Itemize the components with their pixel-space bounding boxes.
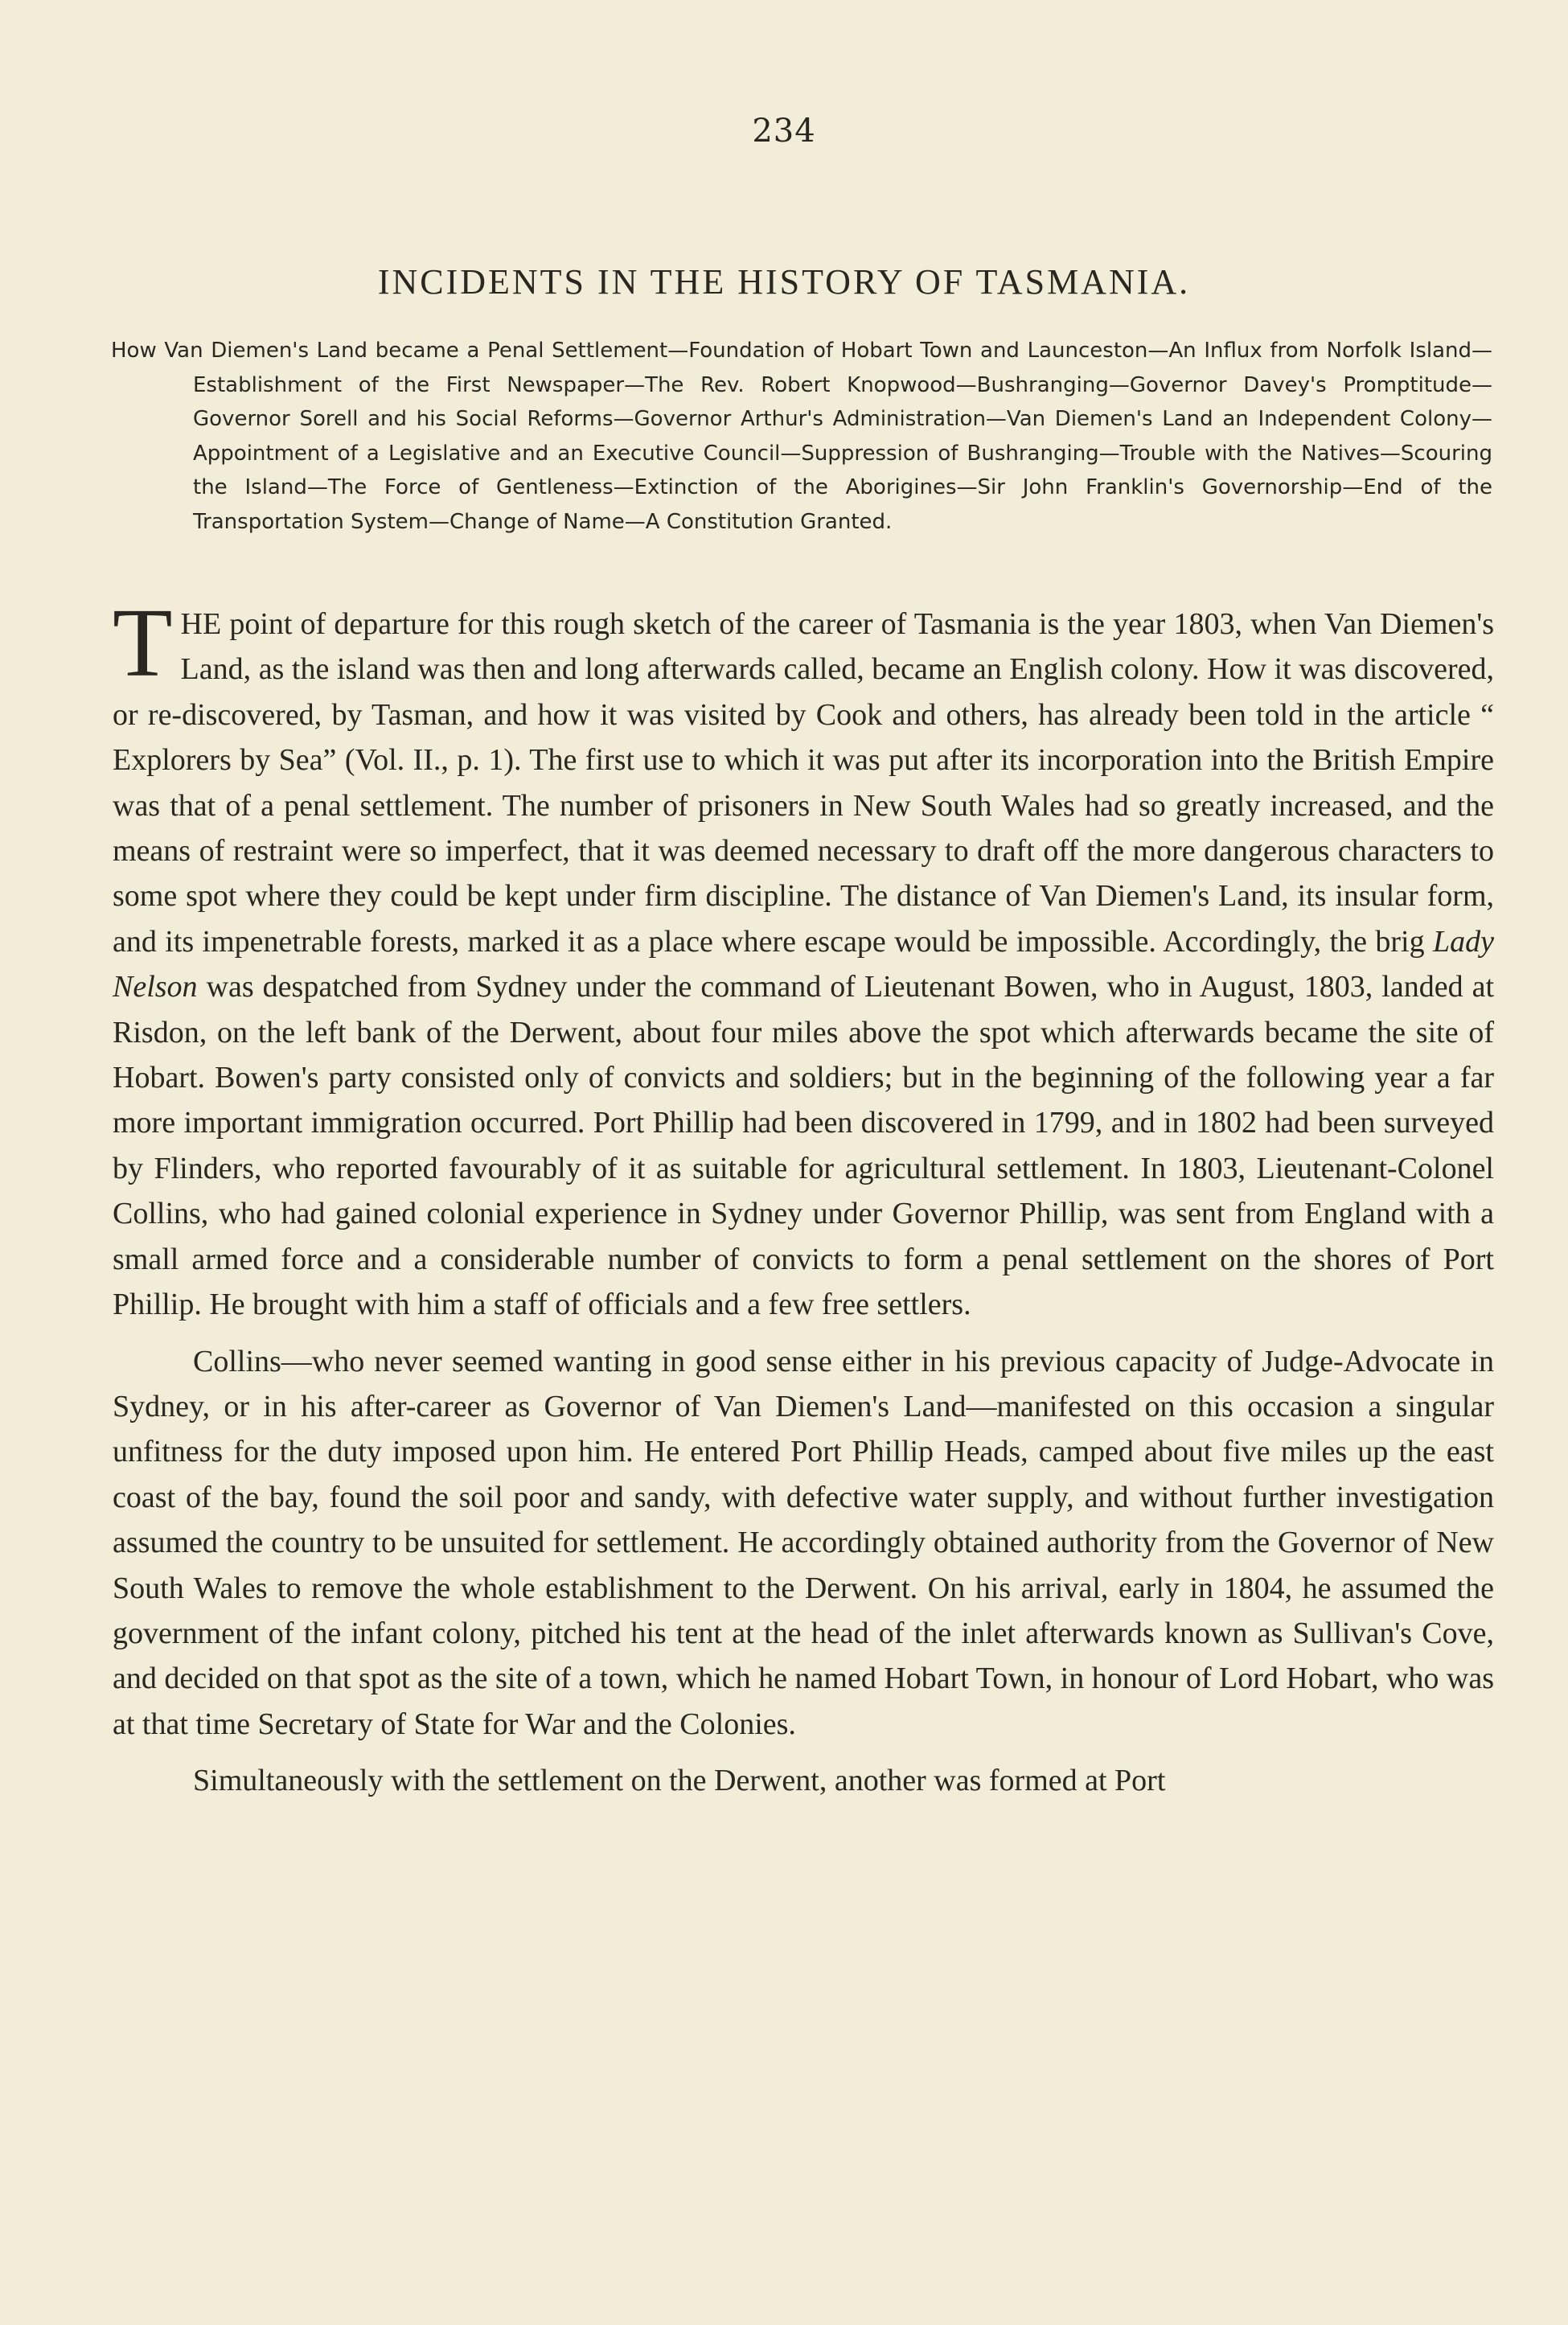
- page-number: 234: [752, 113, 816, 150]
- paragraph-2: Collins—who never seemed wanting in good sense either in his previous capacity of Judge-Advocate in Sydney, or in his after-career as Governor of Van Diemen's Land—manifested on this occasion a singular unfitness for the duty imposed upon him. He entered Port Phillip Heads, camped about five miles up the east coast of the bay, found the soil poor and sandy, with defective water supply, and without further investigation assumed the country to be unsuited for settlement. He accordingly obtained authority from the Governor of New South Wales to remove the whole establishment to the Derwent. On his arrival, early in 1804, he assumed the government of the infant colony, pitched his tent at the head of the inlet afterwards known as Sullivan's Cove, and decided on that spot as the site of a town, which he named Hobart Town, in honour of Lord Hobart, who was at that time Secretary of State for War and the Colonies.: [113, 1344, 1494, 1741]
- paragraph-1-text-b: was despatched from Sydney under the command of Lieutenant Bowen, who in August, 1803, landed at Risdon, on the left bank of the Derwent, about four miles above the spot which afterwards became the site of Hobart. Bowen's party consisted only of convicts and soldiers; but in the beginning of the following year a far more important immigration occurred. Port Phillip had been discovered in 1799, and in 1802 had been surveyed by Flinders, who reported favourably of it as suitable for agricultural settlement. In 1803, Lieutenant-Colonel Collins, who had gained colonial experience in Sydney under Governor Phillip, was sent from England with a small armed force and a considerable number of convicts to form a penal settlement on the shores of Port Phillip. He brought with him a staff of officials and a few free settlers.: [113, 970, 1494, 1322]
- paragraph-3: Simultaneously with the settlement on the Derwent, another was formed at Port: [193, 1764, 1166, 1798]
- ship-name: Lady Nelson: [113, 924, 1494, 1004]
- body-text: [113, 589, 1494, 1804]
- chapter-title: INCIDENTS IN THE HISTORY OF TASMANIA.: [377, 262, 1191, 302]
- paragraph-1: [113, 589, 1494, 1328]
- chapter-synopsis: How Van Diemen's Land became a Penal Settlement—Foundation of Hobart Town and Launceston—An Influx from Norfolk Island—Establishment of the First Newspaper—The Rev. Robert Knopwood—Bushranging—Governor Davey's Promptitude—Governor Sorell and his Social Reforms—Governor Arthur's Administration—Van Diemen's Land an Independent Colony—Appointment of a Legislative and an Executive Council—Suppression of Bushranging—Trouble with the Natives—Scouring the Island—The Force of Gentleness—Extinction of the Aborigines—Sir John Franklin's Governorship—End of the Transportation System—Change of Name—A Constitution Granted.: [111, 339, 1492, 534]
- drop-cap: T: [113, 589, 173, 697]
- paragraph-1-text-a: HE point of departure for this rough sketch of the career of Tasmania is the year 1803, when Van Diemen's Land, as the island was then and long afterwards called, became an English colony. How it was discovered, or re-discovered, by Tasman, and how it was visited by Cook and others, has already been told in the article “ Explorers by Sea” (Vol. II., p. 1). The first use to which it was put after its incorporation into the British Empire was that of a penal settlement. The number of prisoners in New South Wales had so greatly increased, and the means of restraint were so imperfect, that it was deemed necessary to draft off the more dangerous characters to some spot where they could be kept under firm discipline. The distance of Van Diemen's Land, its insular form, and its impenetrable forests, marked it as a place where escape would be impossible. Accordingly, the brig: [113, 607, 1494, 959]
